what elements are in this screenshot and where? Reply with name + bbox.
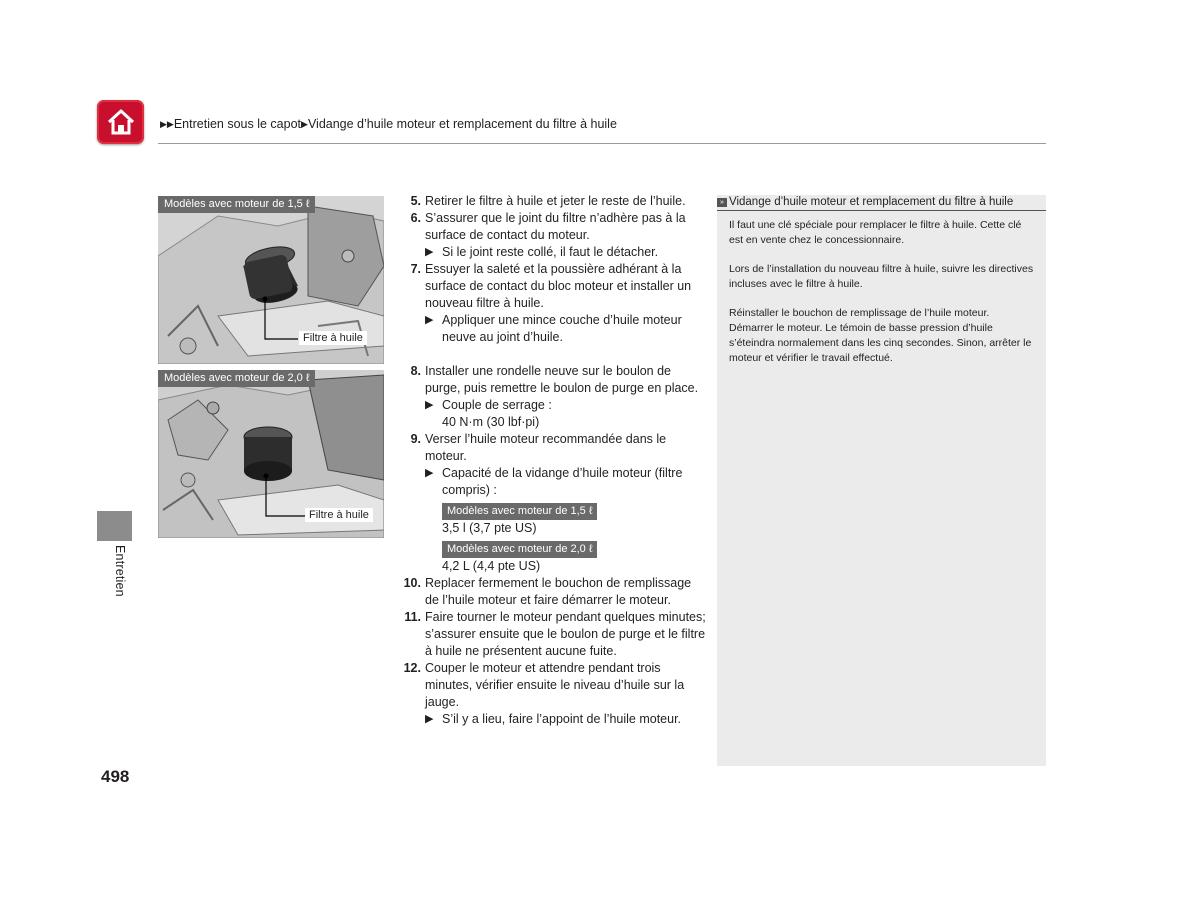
step-12: 12. Couper le moteur et attendre pendant trois minutes, vérifier ensuite le niveau d’huile sur la jauge. bbox=[403, 661, 685, 709]
procedure-steps bbox=[396, 193, 706, 728]
sidebar-note bbox=[717, 195, 1046, 766]
section-tab-label: Entretien bbox=[113, 545, 127, 597]
breadcrumb-current[interactable]: Vidange d’huile moteur et remplacement du filtre à huile bbox=[307, 117, 617, 131]
step-text: Couper le moteur et attendre pendant trois minutes, vérifier ensuite le niveau d’huile sur la jauge. bbox=[425, 661, 685, 709]
model-badge-2-0: Modèles avec moteur de 2,0 ℓ bbox=[442, 541, 597, 558]
callout-oil-filter: Filtre à huile bbox=[299, 331, 367, 345]
step-text: Verser l’huile moteur recommandée dans le moteur. bbox=[425, 432, 667, 463]
arrow-icon: ▶ bbox=[425, 314, 434, 326]
step-8-note: ▶ Couple de serrage : bbox=[425, 398, 552, 412]
arrow-icon: ▶ bbox=[425, 713, 434, 725]
arrow-icon: ▶ bbox=[425, 246, 434, 258]
breadcrumb bbox=[160, 117, 617, 131]
capacity-value-1-5: 3,5 l (3,7 pte US) bbox=[442, 521, 537, 535]
step-text: Faire tourner le moteur pendant quelques minutes; s’assurer ensuite que le boulon de purge et le filtre à huile ne présentent aucune fuite. bbox=[425, 610, 706, 658]
step-9: 9. Verser l’huile moteur recommandée dans le moteur. bbox=[410, 432, 667, 463]
figure-caption: Modèles avec moteur de 2,0 ℓ bbox=[158, 370, 315, 387]
step-7-note: ▶ Appliquer une mince couche d’huile moteur neuve au joint d’huile. bbox=[425, 313, 682, 344]
page-number: 498 bbox=[101, 767, 130, 786]
torque-value: 40 N·m (30 lbf·pi) bbox=[442, 415, 540, 429]
arrow-icon: ▶ bbox=[425, 467, 434, 479]
step-text: Essuyer la saleté et la poussière adhérant à la surface de contact du bloc moteur et installer un nouveau filtre à huile. bbox=[425, 262, 692, 310]
figure-engine-2-0 bbox=[158, 370, 384, 538]
step-12-note: ▶ S’il y a lieu, faire l’appoint de l’huile moteur. bbox=[425, 712, 682, 726]
arrow-icon: ▶ bbox=[425, 399, 434, 411]
breadcrumb-link-maintenance[interactable]: Entretien sous le capot bbox=[173, 117, 302, 131]
header-divider bbox=[158, 143, 1046, 144]
step-text: Retirer le filtre à huile et jeter le reste de l’huile. bbox=[425, 194, 686, 208]
breadcrumb-arrow-icon: ▶ bbox=[301, 119, 308, 129]
step-8: 8. Installer une rondelle neuve sur le boulon de purge, puis remettre le boulon de purge en place. bbox=[410, 364, 699, 395]
oil-filter-icon bbox=[244, 427, 292, 481]
step-6-note: ▶ Si le joint reste collé, il faut le détacher. bbox=[425, 245, 659, 259]
step-text: Replacer fermement le bouchon de remplissage de l’huile moteur et faire démarrer le moteur. bbox=[425, 576, 692, 607]
callout-oil-filter: Filtre à huile bbox=[305, 508, 373, 522]
sidebar-paragraph: Réinstaller le bouchon de remplissage de l’huile moteur. Démarrer le moteur. Le témoin de basse pression d’huile s’éteindra normalement dans les cinq secondes. Sinon, arrêter le moteur et vérifier le travail effectué. bbox=[729, 307, 1032, 364]
home-button[interactable] bbox=[97, 100, 144, 144]
step-5: 5. Retirer le filtre à huile et jeter le reste de l’huile. bbox=[410, 194, 686, 208]
sidebar-paragraph: Lors de l’installation du nouveau filtre à huile, suivre les directives incluses avec le filtre à huile. bbox=[729, 263, 1034, 290]
breadcrumb-arrow-icon: ▶▶ bbox=[160, 119, 174, 129]
double-arrow-icon: » bbox=[717, 198, 727, 207]
figure-caption: Modèles avec moteur de 1,5 ℓ bbox=[158, 196, 315, 213]
section-tab-marker bbox=[97, 511, 132, 541]
step-9-note: ▶ Capacité de la vidange d’huile moteur (filtre compris) : bbox=[425, 466, 683, 497]
sidebar-paragraph: Il faut une clé spéciale pour remplacer le filtre à huile. Cette clé est en vente chez le concessionnaire. bbox=[729, 219, 1022, 246]
step-text: Installer une rondelle neuve sur le boulon de purge, puis remettre le boulon de purge en place. bbox=[425, 364, 699, 395]
figure-engine-1-5 bbox=[158, 196, 384, 364]
step-11: 11. Faire tourner le moteur pendant quelques minutes; s’assurer ensuite que le boulon de purge et le filtre à huile ne présentent aucune fuite. bbox=[404, 610, 706, 658]
home-icon bbox=[106, 108, 136, 136]
step-6: 6. S’assurer que le joint du filtre n’adhère pas à la surface de contact du moteur. bbox=[410, 211, 686, 242]
step-7: 7. Essuyer la saleté et la poussière adhérant à la surface de contact du bloc moteur et installer un nouveau filtre à huile. bbox=[410, 262, 692, 310]
sidebar-title: » Vidange d’huile moteur et remplacement du filtre à huile bbox=[717, 195, 1046, 211]
step-10: 10. Replacer fermement le bouchon de remplissage de l’huile moteur et faire démarrer le moteur. bbox=[403, 576, 692, 607]
step-text: S’assurer que le joint du filtre n’adhère pas à la surface de contact du moteur. bbox=[425, 211, 686, 242]
capacity-value-2-0: 4,2 L (4,4 pte US) bbox=[442, 559, 541, 573]
model-badge-1-5: Modèles avec moteur de 1,5 ℓ bbox=[442, 503, 597, 520]
